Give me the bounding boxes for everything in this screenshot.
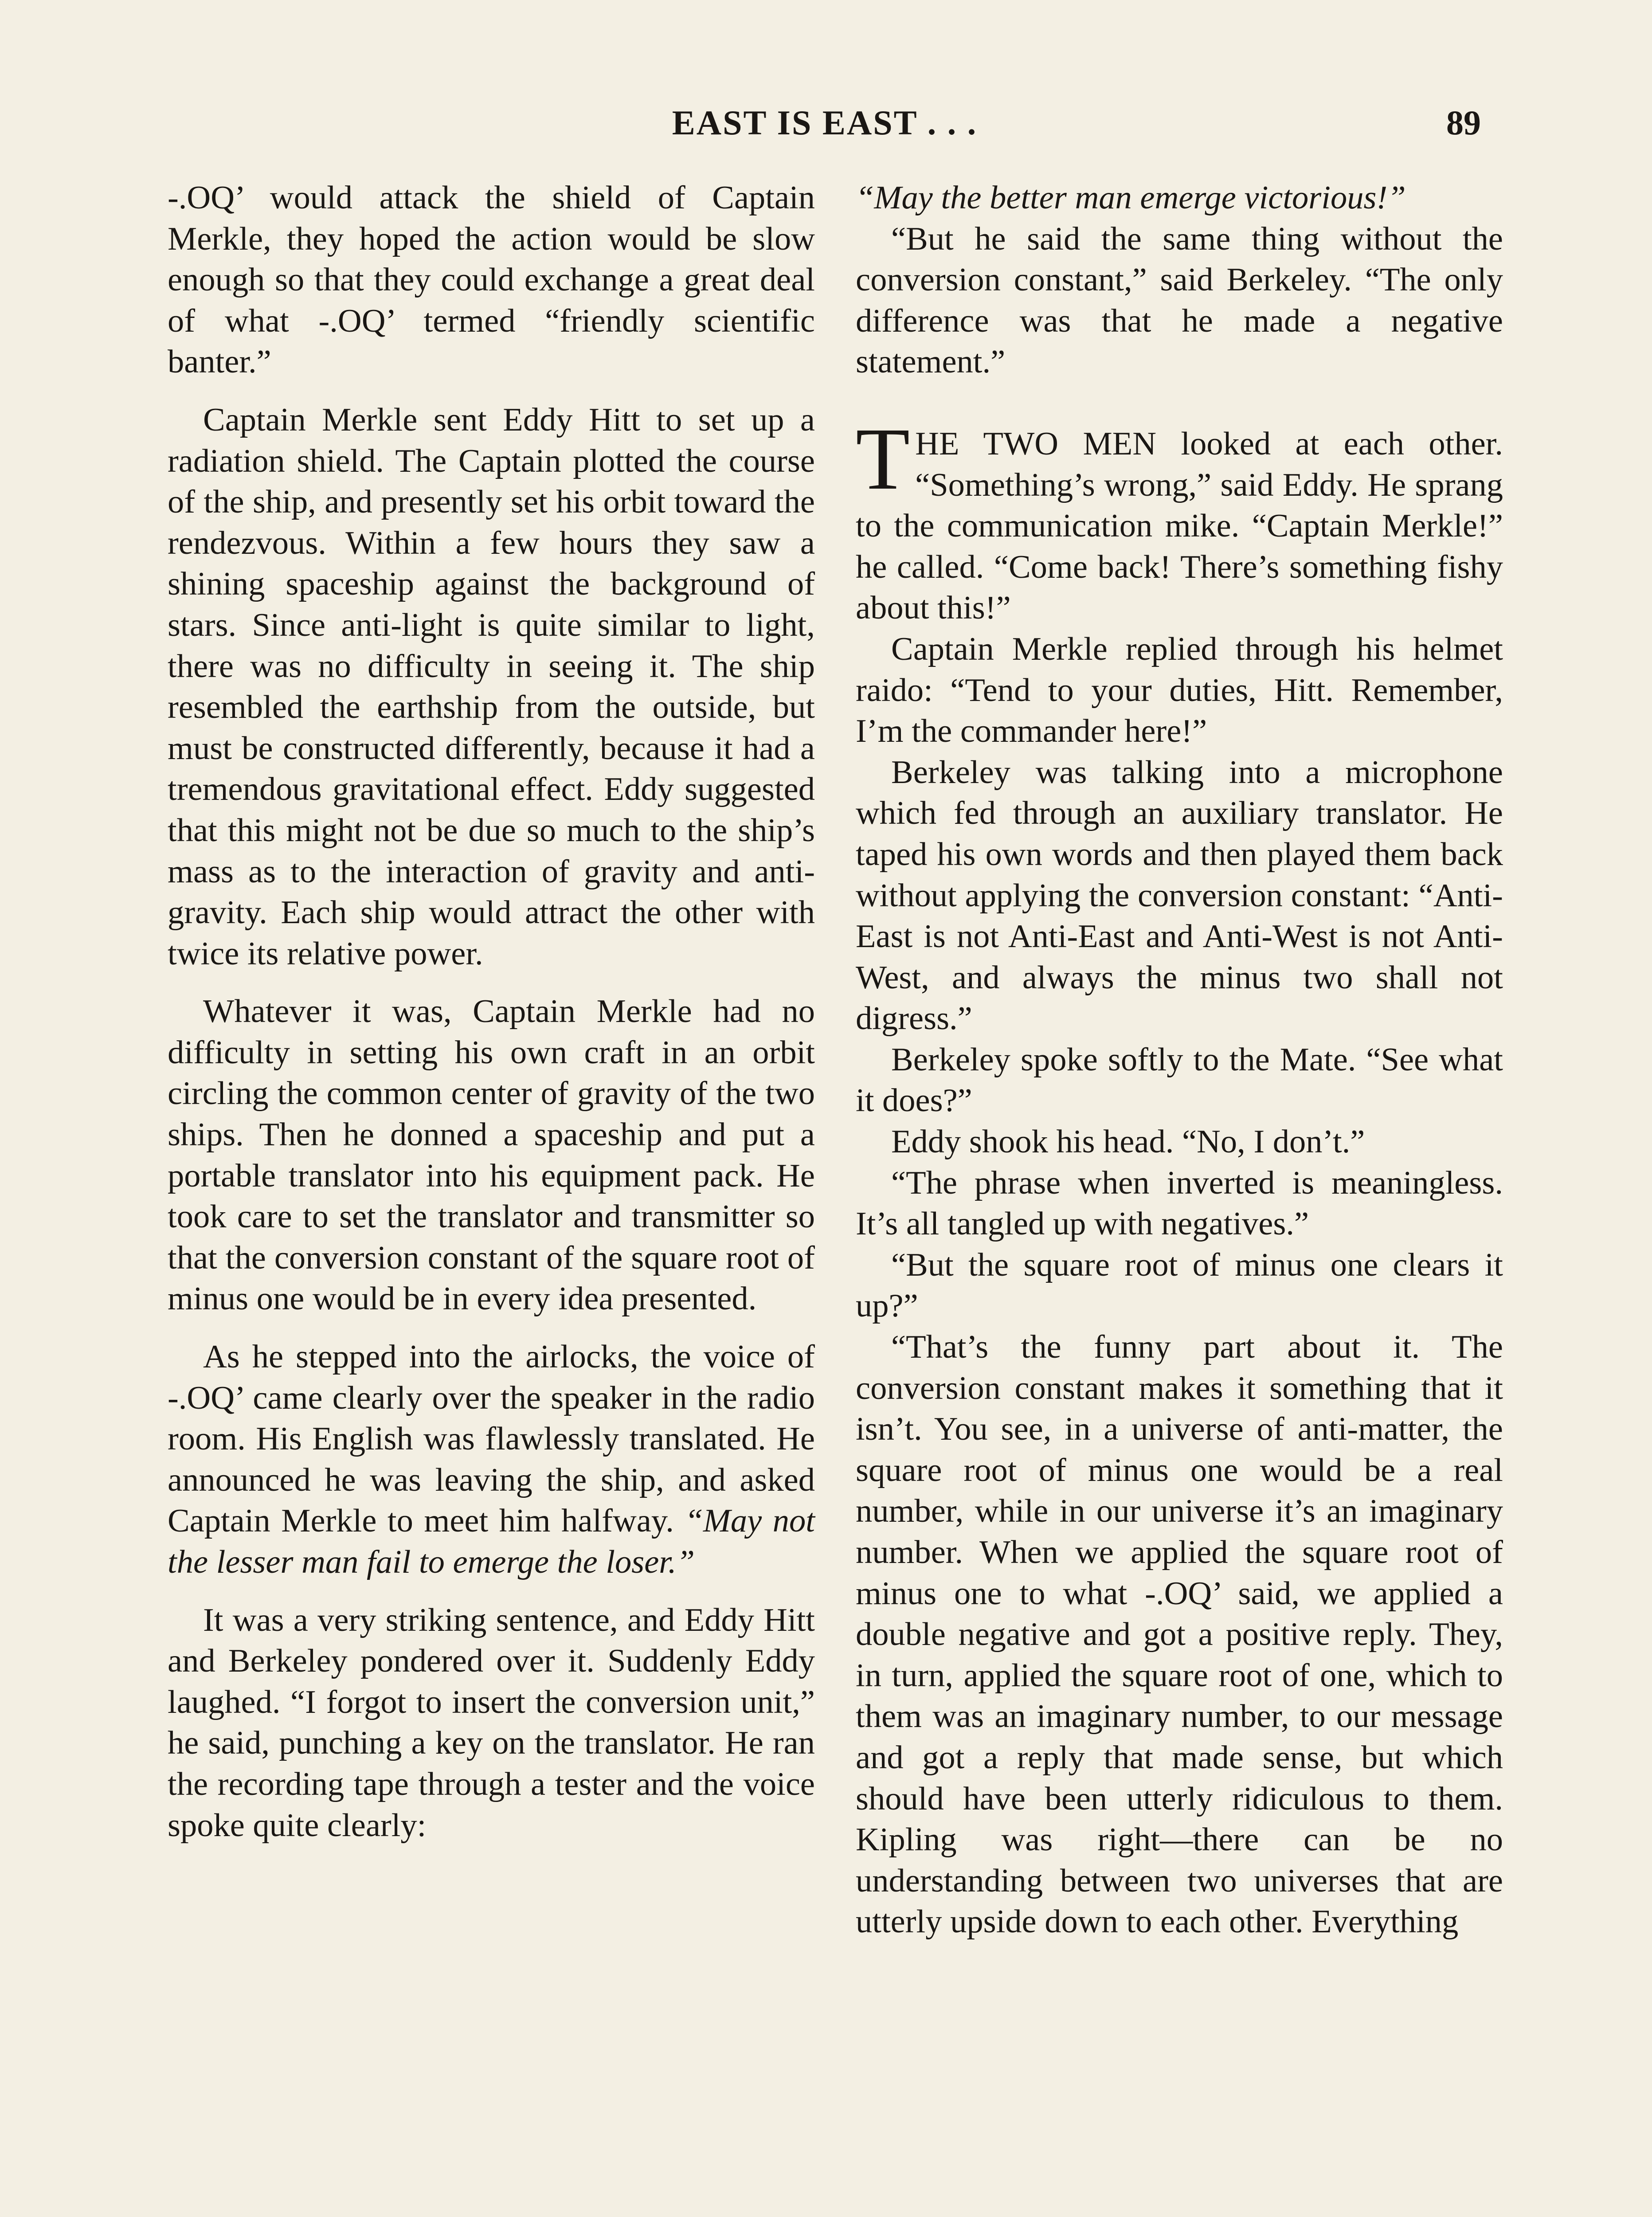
italic-quote-text: “May the better man emerge victorious!”: [856, 180, 1406, 216]
paragraph: “But the square root of minus one clears it up?”: [856, 1246, 1503, 1324]
paragraph: “But he said the same thing without the conversion constant,” said Berkeley. “The only difference was that he made a negative statement.”: [856, 220, 1503, 380]
paragraph: “That’s the funny part about it. The conversion constant makes it something that it isn’t. You see, in a universe of anti-matter, the square root of minus one would be a real number, while in our universe it’s an imaginary number. When we applied the square root of minus one to what -.OQ’ said, we applied a double negative and got a positive reply. They, in turn, applied the square root of one, which to them was an imaginary number, to our message and got a reply that made sense, but which should have been utterly ridiculous to them. Kipling was right—there can be no understanding between two universes that are utterly upside down to each other. Everything: [856, 1329, 1503, 1940]
drop-cap: T: [856, 410, 910, 508]
paragraph: Whatever it was, Captain Merkle had no difficulty in setting his own craft in an orbit circling the common center of gravity of the two ships. Then he donned a spaceship and put a portable translator into his equipment pack. He took care to set the translator and transmitter so that the conversion constant of the square root of minus one would be in every idea presented.: [168, 993, 815, 1317]
left-column: [168, 177, 815, 1846]
italic-quote: “May not the lesser man fail to emerge the loser.”: [168, 1503, 815, 1580]
paragraph-text: As he stepped into the airlocks, the voice of -.OQ’ came clearly over the speaker in the radio room. His English was flawlessly translated. He announced he was leaving the ship, and asked Captain Merkle to meet him halfway.: [168, 1339, 815, 1539]
paragraph: Berkeley spoke softly to the Mate. “See what it does?”: [856, 1041, 1503, 1119]
section-text: HE TWO MEN looked at each other. “Something’s wrong,” said Eddy. He sprang to the communication mike. “Captain Merkle!” he called. “Come back! There’s something fishy about this!”: [856, 425, 1503, 627]
page-header: [168, 103, 1481, 152]
paragraph: Berkeley was talking into a microphone which fed through an auxiliary translator. He taped his own words and then played them back without applying the conversion constant: “Anti-East is not Anti-East and Anti-West is not Anti-West, and always the minus two shall not digress.”: [856, 754, 1503, 1037]
paragraph: -.OQ’ would attack the shield of Captain Merkle, they hoped the action would be slow enough so that they could exchange a great deal of what -.OQ’ termed “friendly scientific banter.”: [168, 180, 815, 380]
paragraph: [168, 1336, 815, 1583]
paragraph: Captain Merkle replied through his helmet raido: “Tend to your duties, Hitt. Remember, I’m the commander here!”: [856, 631, 1503, 750]
page-number: 89: [1446, 103, 1481, 142]
paragraph: Eddy shook his head. “No, I don’t.”: [891, 1124, 1365, 1160]
right-column: [856, 177, 1503, 1943]
paragraph: Captain Merkle sent Eddy Hitt to set up a radiation shield. The Captain plotted the course of the ship, and presently set his orbit toward the rendezvous. Within a few hours they saw a shining spaceship against the background of stars. Since anti-light is quite similar to light, there was no difficulty in seeing it. The ship resembled the earthship from the outside, but must be constructed differently, because it had a tremendous gravitational effect. Eddy suggested that this might not be due so much to the ship’s mass as to the interaction of gravity and anti-gravity. Each ship would attract the other with twice its relative power.: [168, 401, 815, 972]
paragraph: It was a very striking sentence, and Eddy Hitt and Berkeley pondered over it. Suddenly Eddy laughed. “I forgot to insert the conversion unit,” he said, punching a key on the translator. He ran the recording tape through a tester and the voice spoke quite clearly:: [168, 1602, 815, 1844]
section-opening: [856, 410, 1503, 629]
italic-quote: [856, 177, 1503, 219]
running-head: EAST IS EAST . . .: [672, 103, 978, 142]
paragraph: “The phrase when inverted is meaningless. It’s all tangled up with negatives.”: [856, 1164, 1503, 1242]
